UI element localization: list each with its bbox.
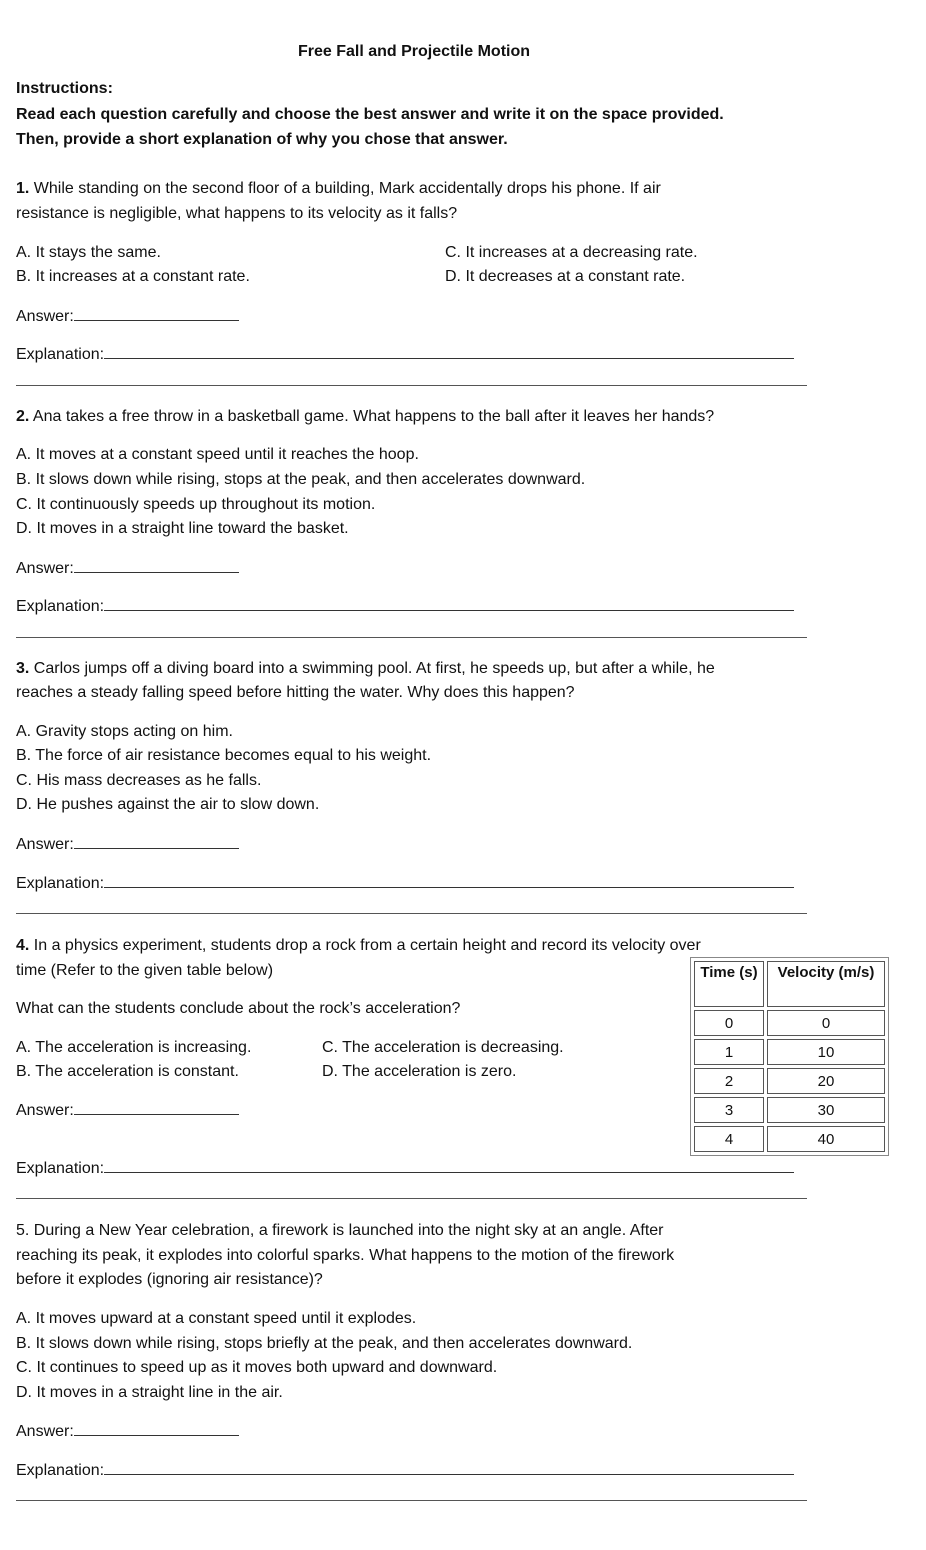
- answer-option: C. It increases at a decreasing rate.: [445, 244, 698, 261]
- question-line: reaching its peak, it explodes into colorful sparks. What happens to the motion of the firework: [16, 1247, 675, 1264]
- table-cell: 2: [694, 1068, 764, 1094]
- table-cell: 10: [767, 1039, 885, 1065]
- answer-option: A. It moves upward at a constant speed until it explodes.: [16, 1310, 417, 1327]
- table-cell: 0: [767, 1010, 885, 1036]
- explanation-blank[interactable]: [104, 596, 794, 611]
- answer-field: [16, 558, 239, 579]
- table-row: [694, 1097, 885, 1123]
- explanation-label: Explanation:: [16, 875, 105, 892]
- question-number: 5.: [16, 1222, 30, 1239]
- table-header: Velocity (m/s): [767, 961, 885, 1007]
- answer-option: D. The acceleration is zero.: [322, 1063, 517, 1080]
- explanation-label: Explanation:: [16, 1160, 105, 1177]
- answer-label: Answer:: [16, 560, 74, 577]
- explanation-line[interactable]: [16, 1198, 807, 1199]
- table-row: [694, 1126, 885, 1152]
- answer-field: [16, 834, 239, 855]
- explanation-line[interactable]: [16, 637, 807, 638]
- explanation-field: [16, 1460, 794, 1481]
- explanation-field: [16, 344, 794, 365]
- answer-option: A. The acceleration is increasing.: [16, 1039, 252, 1056]
- answer-option: D. He pushes against the air to slow down.: [16, 796, 320, 813]
- question-text: [16, 1221, 664, 1241]
- answer-option: B. It slows down while rising, stops at the peak, and then accelerates downward.: [16, 471, 586, 488]
- question-line: During a New Year celebration, a firework is launched into the night sky at an angle. After: [33, 1222, 664, 1239]
- answer-option: A. It moves at a constant speed until it reaches the hoop.: [16, 446, 419, 463]
- table-cell: 30: [767, 1097, 885, 1123]
- table-cell: 40: [767, 1126, 885, 1152]
- question-text: [16, 936, 701, 956]
- question-line: In a physics experiment, students drop a rock from a certain height and record its velocity over: [33, 937, 701, 954]
- explanation-field: [16, 1158, 794, 1179]
- table-row: [694, 1010, 885, 1036]
- explanation-blank[interactable]: [104, 1158, 794, 1173]
- answer-blank[interactable]: [74, 306, 239, 321]
- answer-blank[interactable]: [74, 558, 239, 573]
- question-text: [16, 961, 273, 981]
- instructions-line: Read each question carefully and choose the best answer and write it on the space provided.: [16, 106, 724, 123]
- table-cell: 4: [694, 1126, 764, 1152]
- table-header: Time (s): [694, 961, 764, 1007]
- question-text: [16, 683, 575, 703]
- answer-option: C. His mass decreases as he falls.: [16, 772, 262, 789]
- answer-field: [16, 1421, 239, 1442]
- explanation-label: Explanation:: [16, 1462, 105, 1479]
- question-number: 2.: [16, 408, 30, 425]
- question-line: resistance is negligible, what happens to its velocity as it falls?: [16, 205, 458, 222]
- explanation-line[interactable]: [16, 1500, 807, 1501]
- question-text: [16, 659, 715, 679]
- question-text: [16, 204, 457, 224]
- question-line: Ana takes a free throw in a basketball game. What happens to the ball after it leaves her hands?: [32, 408, 715, 425]
- question-line: before it explodes (ignoring air resistance)?: [16, 1271, 323, 1288]
- answer-label: Answer:: [16, 1423, 74, 1440]
- page-title: Free Fall and Projectile Motion: [297, 43, 531, 60]
- explanation-field: [16, 596, 794, 617]
- answer-label: Answer:: [16, 308, 74, 325]
- answer-option: B. The force of air resistance becomes equal to his weight.: [16, 747, 432, 764]
- explanation-line[interactable]: [16, 913, 807, 914]
- question-number: 1.: [16, 180, 30, 197]
- explanation-field: [16, 873, 794, 894]
- instructions-line: Then, provide a short explanation of why you chose that answer.: [16, 131, 508, 148]
- explanation-line[interactable]: [16, 385, 807, 386]
- question-text: [16, 1246, 674, 1266]
- explanation-label: Explanation:: [16, 346, 105, 363]
- question-text: [16, 1270, 323, 1290]
- explanation-blank[interactable]: [104, 344, 794, 359]
- answer-option: B. The acceleration is constant.: [16, 1063, 239, 1080]
- question-text: [16, 407, 714, 427]
- answer-option: A. Gravity stops acting on him.: [16, 723, 233, 740]
- explanation-blank[interactable]: [104, 1460, 794, 1475]
- answer-blank[interactable]: [74, 834, 239, 849]
- answer-option: D. It moves in a straight line toward the basket.: [16, 520, 349, 537]
- answer-option: B. It slows down while rising, stops briefly at the peak, and then accelerates downward.: [16, 1335, 633, 1352]
- answer-option: A. It stays the same.: [16, 244, 161, 261]
- table-cell: 1: [694, 1039, 764, 1065]
- answer-option: D. It moves in a straight line in the air.: [16, 1384, 283, 1401]
- answer-option: C. It continues to speed up as it moves both upward and downward.: [16, 1359, 498, 1376]
- table-cell: 20: [767, 1068, 885, 1094]
- answer-option: D. It decreases at a constant rate.: [445, 268, 686, 285]
- velocity-table: [690, 957, 889, 1156]
- question-number: 3.: [16, 660, 30, 677]
- answer-label: Answer:: [16, 1102, 74, 1119]
- question-prompt: What can the students conclude about the rock’s acceleration?: [16, 1000, 461, 1017]
- question-line: time (Refer to the given table below): [16, 962, 274, 979]
- table-cell: 0: [694, 1010, 764, 1036]
- answer-field: [16, 1100, 239, 1121]
- question-number: 4.: [16, 937, 30, 954]
- answer-blank[interactable]: [74, 1100, 239, 1115]
- question-text: [16, 179, 661, 199]
- table-row: [694, 1039, 885, 1065]
- answer-blank[interactable]: [74, 1421, 239, 1436]
- table-row: [694, 1068, 885, 1094]
- question-line: While standing on the second floor of a building, Mark accidentally drops his phone. If air: [33, 180, 661, 197]
- question-line: Carlos jumps off a diving board into a swimming pool. At first, he speeds up, but after a while, he: [33, 660, 715, 677]
- answer-option: B. It increases at a constant rate.: [16, 268, 250, 285]
- explanation-label: Explanation:: [16, 598, 105, 615]
- question-line: reaches a steady falling speed before hitting the water. Why does this happen?: [16, 684, 575, 701]
- explanation-blank[interactable]: [104, 873, 794, 888]
- answer-option: C. The acceleration is decreasing.: [322, 1039, 564, 1056]
- answer-option: C. It continuously speeds up throughout its motion.: [16, 496, 376, 513]
- instructions-heading: Instructions:: [16, 80, 113, 97]
- answer-label: Answer:: [16, 836, 74, 853]
- table-cell: 3: [694, 1097, 764, 1123]
- answer-field: [16, 306, 239, 327]
